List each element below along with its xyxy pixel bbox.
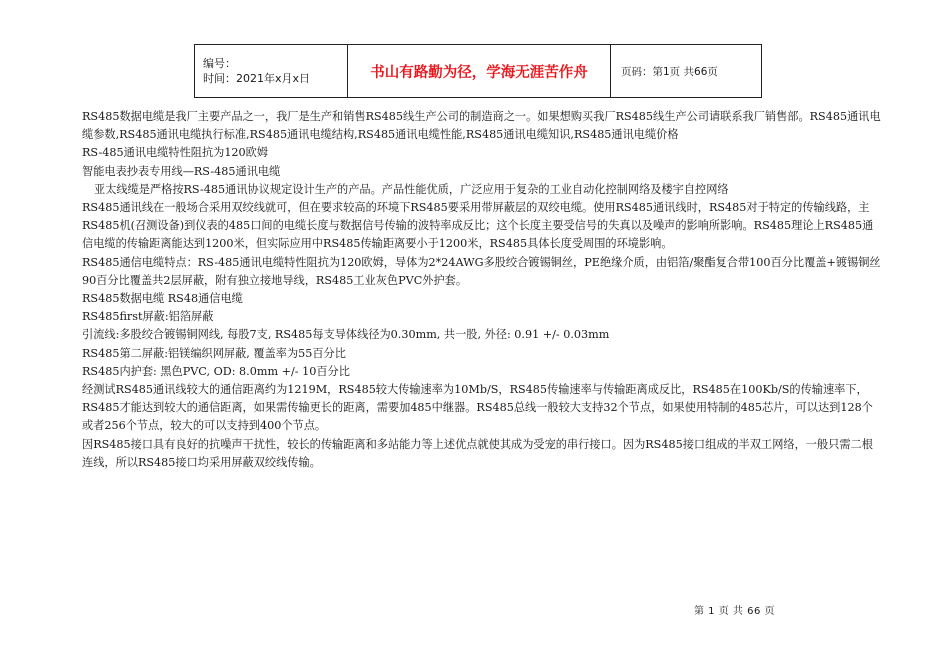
paragraph: RS485第二屏蔽:铝镁编织网屏蔽, 覆盖率为55百分比 bbox=[82, 346, 346, 360]
paragraph: RS-485通讯电缆特性阻抗为120欧姆 bbox=[82, 146, 269, 160]
header-meta-cell bbox=[195, 45, 348, 98]
time-label: 时间：2021年x月x日 bbox=[203, 72, 311, 85]
paragraph: 引流线:多股绞合镀锡铜网线, 每股7支, RS485每支导体线径为0.30mm, 共一股, 外径: 0.91 +/- 0.03mm bbox=[82, 328, 610, 342]
page-info: 页码：第1页 共66页 bbox=[621, 65, 718, 78]
header-motto-cell bbox=[348, 45, 611, 98]
paragraph: RS485first屏蔽:铝箔屏蔽 bbox=[82, 310, 214, 324]
paragraph: 亚太线缆是严格按RS-485通讯协议规定设计生产的产品。产品性能优质，广泛应用于复杂的工业自动化控制网络及楼宇自控网络 bbox=[94, 182, 729, 196]
paragraph: RS485通讯线在一般场合采用双绞线就可，但在要求较高的环境下RS485要采用带屏蔽层的双绞电缆。使用RS485通讯线时，RS485对于特定的传输线路，主RS485机(召测设备)到仪表的485口间的电缆长度与数据信号传输的波特率成反比；这个长度主要受信号的失真以及噪声的影响所影响。RS485理论上RS485通信电缆的传输距离能达到1200米，但实际应用中RS485传输距离要小于1200米，RS485具体长度受周围的环境影响。 bbox=[82, 201, 874, 251]
paragraph: RS485数据电缆是我厂主要产品之一，我厂是生产和销售RS485线生产公司的制造商之一。如果想购买我厂RS485线生产公司请联系我厂销售部。RS485通讯电缆参数,RS485通讯电缆执行标准,RS485通讯电缆结构,RS485通讯电缆性能,RS485通讯电缆知识,RS485通讯电缆价格 bbox=[82, 110, 881, 142]
paragraph: RS485内护套: 黑色PVC, OD: 8.0mm +/- 10百分比 bbox=[82, 364, 350, 378]
paragraph: RS485通信电缆特点：RS-485通讯电缆特性阻抗为120欧姆，导体为2*24AWG多股绞合镀锡铜丝，PE绝缘介质，由铝箔/聚酯复合带100百分比覆盖+镀锡铜丝90百分比覆盖共2层屏蔽，附有独立接地导线，RS485工业灰色PVC外护套。 bbox=[82, 255, 881, 287]
paragraph: RS485数据电缆 RS48通信电缆 bbox=[82, 292, 243, 306]
paragraph: 因RS485接口具有良好的抗噪声干扰性，较长的传输距离和多站能力等上述优点就使其成为受宠的串行接口。因为RS485接口组成的半双工网络，一般只需二根连线，所以RS485接口均采用屏蔽双绞线传输。 bbox=[82, 437, 873, 469]
number-label: 编号： bbox=[203, 57, 236, 70]
paragraph: 经测试RS485通讯线较大的通信距离约为1219M，RS485较大传输速率为10Mb/S，RS485传输速率与传输距离成反比，RS485在100Kb/S的传输速率下，RS485才能达到较大的通信距离，如果需传输更长的距离，需要加485中继器。RS485总线一般较大支持32个节点，如果使用特制的485芯片，可以达到128个或者256个节点，较大的可以支持到400个节点。 bbox=[82, 383, 873, 433]
paragraph: 智能电表抄表专用线—RS-485通讯电缆 bbox=[82, 164, 281, 178]
motto-text: 书山有路勤为径，学海无涯苦作舟 bbox=[370, 64, 588, 81]
document-header bbox=[194, 44, 762, 98]
document-body bbox=[82, 108, 882, 472]
page-footer: 第 1 页 共 66 页 bbox=[694, 606, 775, 617]
header-page-cell bbox=[611, 45, 762, 98]
